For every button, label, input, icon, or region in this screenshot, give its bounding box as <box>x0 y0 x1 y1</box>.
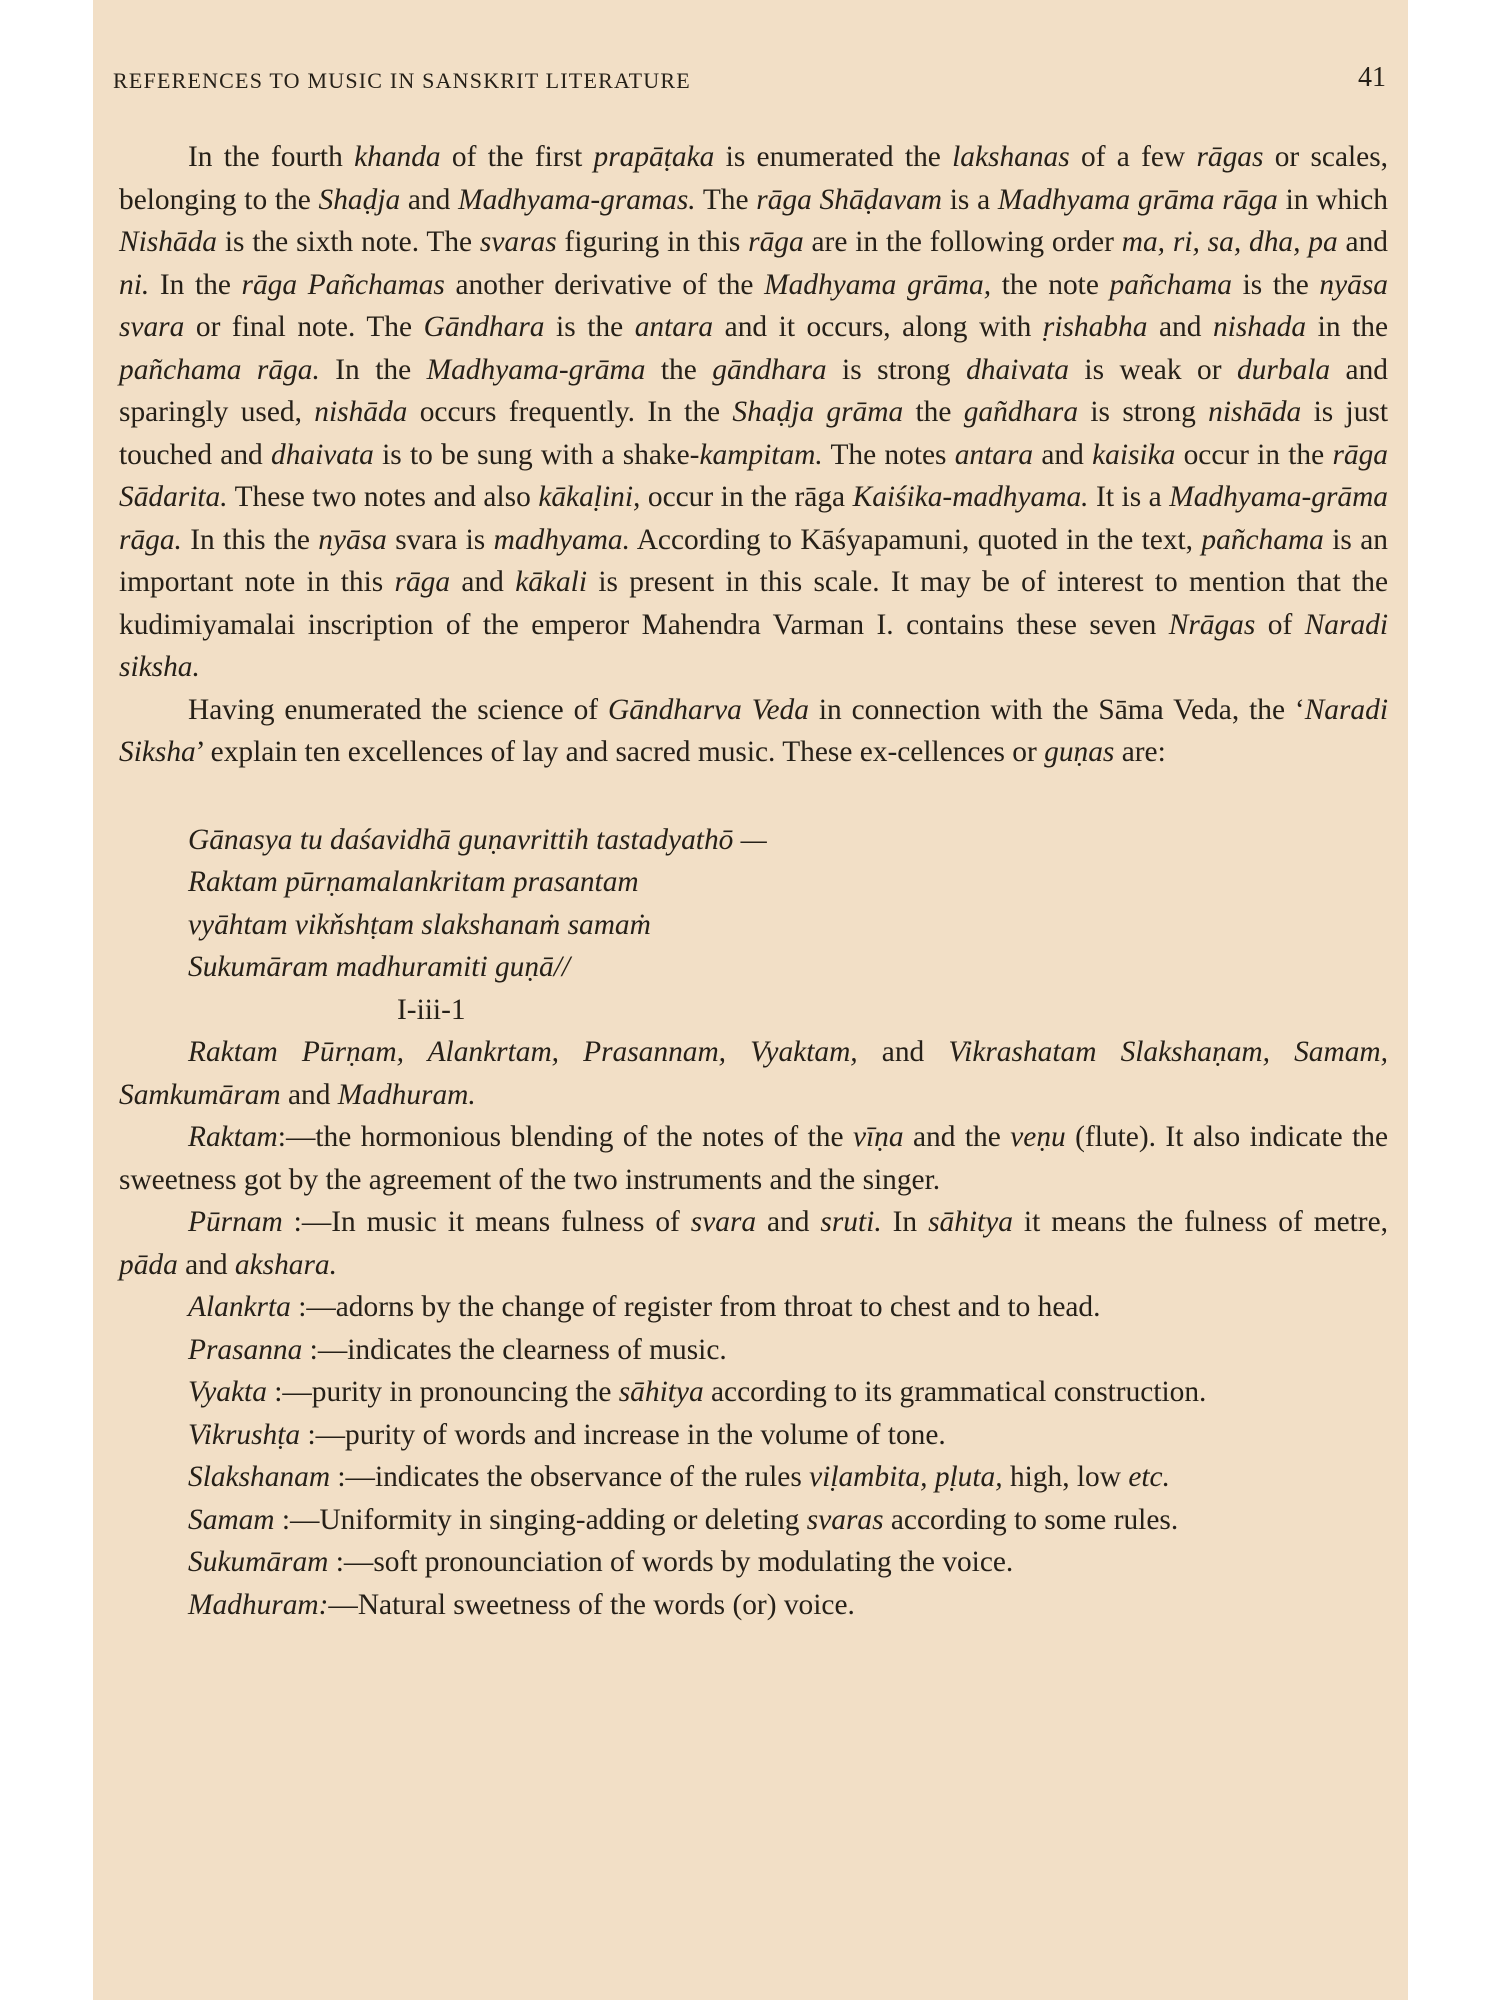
sanskrit-verse <box>119 819 1388 1032</box>
verse-line: vyāhtam vikňshṭam slakshanaṁ samaṁ <box>188 908 651 941</box>
term: Prasanna <box>188 1333 303 1366</box>
term: Alankrta <box>188 1291 291 1323</box>
verse-reference: I-iii-1 <box>397 993 466 1026</box>
term: Vyakta <box>188 1376 267 1408</box>
running-header <box>113 64 1386 98</box>
definition-samam: Samam :—Uniformity in singing-adding or deleting svaras according to some rules. <box>188 1503 1179 1536</box>
book-page <box>93 0 1408 2000</box>
term: Samam <box>188 1503 275 1536</box>
term: Vikrushṭa <box>188 1418 301 1451</box>
definition-purnam: Pūrnam :—In music it means fulness of svara and sruti. In sāhitya it means the fulness of metre, pāda and akshara. <box>119 1206 1388 1281</box>
definition-vikrushta: Vikrushṭa :—purity of words and increase in the volume of tone. <box>188 1418 946 1451</box>
definition-vyakta: Vyakta :—purity in pronouncing the sāhitya according to its grammatical construction. <box>188 1376 1207 1408</box>
definition-sukumaram: Sukumāram :—soft pronounciation of words by modulating the voice. <box>188 1546 1014 1578</box>
excellences-list: Raktam Pūrṇam, Alankrtam, Prasannam, Vyaktam, and Vikrashatam Slakshaṇam, Samam, Samkumāram and Madhuram. <box>119 1036 1388 1111</box>
definition-prasanna: Prasanna :—indicates the clearness of music. <box>188 1333 727 1366</box>
page-number: 41 <box>1358 62 1386 93</box>
paragraph-excellences: Having enumerated the science of Gāndharva Veda in connection with the Sāma Veda, the ‘Naradi Siksha’ explain ten excellences of lay and sacred music. These ex-cellences or guṇas are: <box>119 693 1388 768</box>
running-title: REFERENCES TO MUSIC IN SANSKRIT LITERATURE <box>113 68 691 93</box>
definition-madhuram: Madhuram:—Natural sweetness of the words (or) voice. <box>188 1588 855 1621</box>
term: Pūrnam <box>188 1206 283 1238</box>
verse-line: Gānasya tu daśavidhā guṇavrittih tastadyathō — <box>188 823 767 856</box>
verse-line: Sukumāram madhuramiti guṇā// <box>188 951 571 983</box>
paragraph-ragas: In the fourth khanda of the first prapāṭaka is enumerated the lakshanas of a few rāgas or scales, belonging to the Shaḍja and Madhyama-gramas. The rāga Shāḍavam is a Madhyama grāma rāga in which Nishāda is the sixth note. The svaras figuring in this rāga are in the following order ma, ri, sa, dha, pa and ni. In the rāga Pañchamas another derivative of the Madhyama grāma, the note pañchama is the nyāsa svara or final note. The Gāndhara is the antara and it occurs, along with ṛishabha and nishada in the pañchama rāga. In the Madhyama-grāma the gāndhara is strong dhaivata is weak or durbala and sparingly used, nishāda occurs frequently. In the Shaḍja grāma the gañdhara is strong nishāda is just touched and dhaivata is to be sung with a shake-kampitam. The notes antara and kaisika occur in the rāga Sādarita. These two notes and also kākaḷini, occur in the rāga Kaiśika-madhyama. It is a Madhyama-grāma rāga. In this the nyāsa svara is madhyama. According to Kāśyapamuni, quoted in the text, pañchama is an important note in this rāga and kākali is present in this scale. It may be of interest to mention that the kudimiyamalai inscription of the emperor Mahendra Varman I. contains these seven Nrāgas of Naradi siksha. <box>119 141 1389 683</box>
term: Madhuram: <box>188 1588 329 1621</box>
definition-raktam: Raktam:—the hormonious blending of the notes of the vīṇa and the veṇu (flute). It also indicate the sweetness got by the agreement of the two instruments and the singer. <box>119 1121 1388 1196</box>
term: Slakshanam <box>188 1461 331 1493</box>
verse-line: Raktam pūrṇamalankritam prasantam <box>188 866 639 898</box>
definition-slakshanam: Slakshanam :—indicates the observance of the rules viḷambita, pḷuta, high, low etc. <box>188 1461 1170 1493</box>
term: Raktam <box>188 1121 278 1153</box>
term: Sukumāram <box>188 1546 329 1578</box>
body-text <box>119 136 1388 1626</box>
definition-alankrta: Alankrta :—adorns by the change of register from throat to chest and to head. <box>188 1291 1101 1323</box>
